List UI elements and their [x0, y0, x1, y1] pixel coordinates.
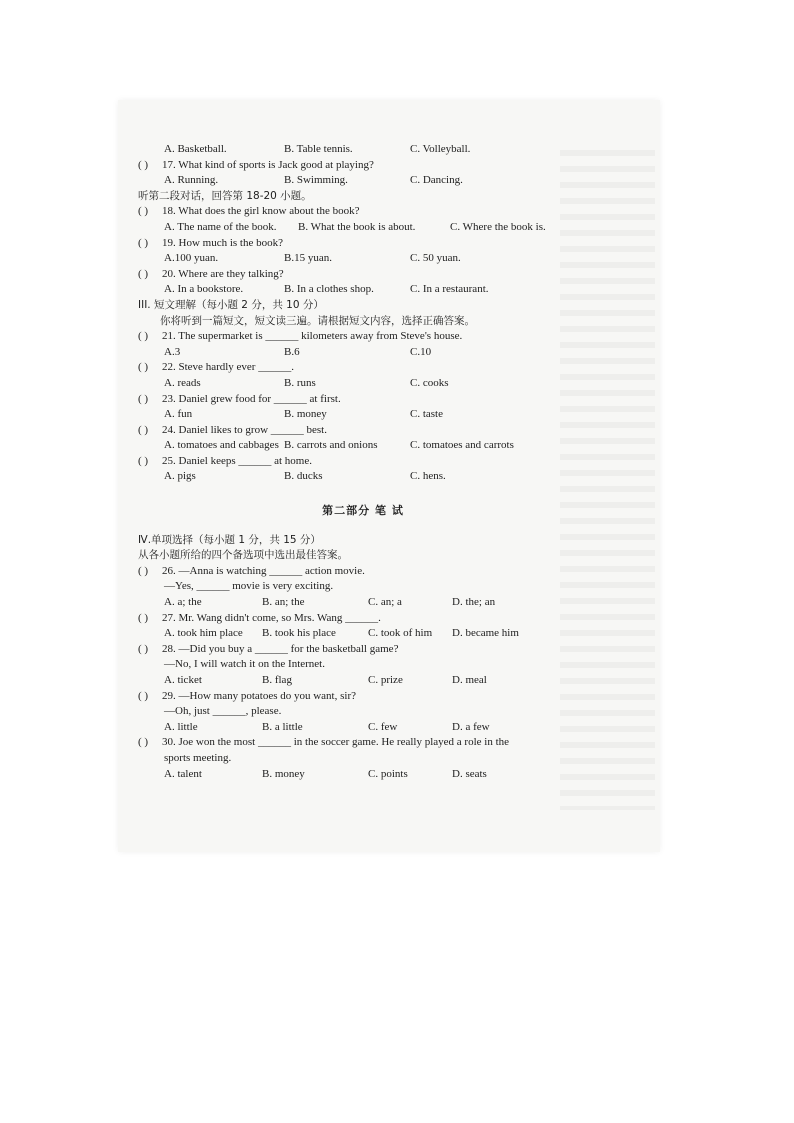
question-continuation: sports meeting.: [164, 751, 232, 764]
option-c: C. cooks: [410, 376, 449, 389]
option-c: C. few: [368, 720, 398, 733]
question-text: 29. —How many potatoes do you want, sir?: [162, 689, 356, 702]
question-text: 23. Daniel grew food for ______ at first.: [162, 392, 341, 405]
answer-blank[interactable]: ( ): [138, 361, 149, 374]
answer-blank[interactable]: ( ): [138, 236, 149, 249]
option-b: B. carrots and onions: [284, 439, 378, 452]
question-row: [138, 689, 588, 705]
section-instruction: 你将听到一篇短文，短文读三遍。请根据短文内容，选择正确答案。: [160, 314, 475, 327]
section-heading: Ⅳ.单项选择（每小题 1 分，共 15 分）: [138, 533, 321, 546]
answer-blank[interactable]: ( ): [138, 689, 149, 702]
option-a: A. talent: [164, 767, 202, 780]
option-c: C. Volleyball.: [410, 143, 471, 155]
part-heading: 第二部分 笔 试: [322, 504, 404, 518]
option-a: A. tomatoes and cabbages: [164, 439, 279, 452]
options-row: [138, 173, 588, 189]
options-row: [138, 767, 588, 783]
option-c: C. taste: [410, 408, 443, 421]
options-row: [138, 142, 588, 158]
question-row: [138, 423, 588, 439]
question-continuation: —Yes, ______ movie is very exciting.: [164, 580, 334, 593]
option-b: B. runs: [284, 376, 316, 389]
question-row: [138, 611, 588, 627]
question-text: 17. What kind of sports is Jack good at playing?: [162, 158, 374, 171]
question-text: 18. What does the girl know about the book?: [162, 205, 360, 218]
option-d: D. seats: [452, 767, 487, 780]
options-row: [138, 407, 588, 423]
option-b: B. money: [262, 767, 305, 780]
options-row: [138, 626, 588, 642]
option-a: A. a; the: [164, 596, 202, 609]
option-b: B. Swimming.: [284, 174, 348, 187]
option-a: A. reads: [164, 376, 201, 389]
option-d: D. meal: [452, 674, 487, 686]
option-c: C. Dancing.: [410, 174, 463, 187]
option-b: B. What the book is about.: [298, 220, 416, 233]
option-b: B.15 yuan.: [284, 252, 332, 265]
answer-blank[interactable]: ( ): [138, 642, 149, 655]
answer-blank[interactable]: ( ): [138, 392, 149, 405]
option-b: B. ducks: [284, 470, 323, 483]
question-row: [138, 564, 588, 580]
answer-blank[interactable]: ( ): [138, 158, 149, 171]
option-d: D. became him: [452, 627, 519, 640]
question-row: [138, 360, 588, 376]
option-b: B. In a clothes shop.: [284, 283, 374, 296]
question-row: [138, 267, 588, 283]
question-text: 22. Steve hardly ever ______.: [162, 361, 294, 374]
option-a: A.3: [164, 345, 181, 358]
answer-blank[interactable]: ( ): [138, 267, 149, 280]
options-row: [138, 376, 588, 392]
option-c: C. Where the book is.: [450, 220, 546, 233]
options-row: [138, 282, 588, 298]
question-text: 24. Daniel likes to grow ______ best.: [162, 423, 327, 436]
question-text: 26. —Anna is watching ______ action movie.: [162, 564, 365, 577]
instruction-text: 从各小题所给的四个备选项中选出最佳答案。: [138, 549, 348, 562]
option-b: B. Table tennis.: [284, 143, 353, 155]
option-a: A. fun: [164, 408, 193, 421]
question-text: 19. How much is the book?: [162, 236, 283, 249]
answer-blank[interactable]: ( ): [138, 423, 149, 436]
question-continuation: —No, I will watch it on the Internet.: [164, 658, 325, 671]
option-a: A. Running.: [164, 174, 219, 187]
option-a: A. The name of the book.: [164, 220, 277, 233]
question-row: [138, 735, 588, 751]
option-b: B. an; the: [262, 596, 305, 609]
exam-content: [138, 142, 588, 782]
options-row: [138, 251, 588, 267]
question-row: [138, 329, 588, 345]
option-b: B. money: [284, 408, 327, 421]
answer-blank[interactable]: ( ): [138, 454, 149, 467]
question-text: 28. —Did you buy a ______ for the basketball game?: [162, 642, 399, 655]
option-b: B. flag: [262, 674, 292, 686]
question-row: [138, 204, 588, 220]
options-row: [138, 720, 588, 736]
question-row: [138, 236, 588, 252]
options-row: [138, 469, 588, 485]
option-b: B.6: [284, 345, 300, 358]
option-b: B. took his place: [262, 627, 336, 640]
option-a: A. little: [164, 720, 198, 733]
option-a: A. ticket: [164, 674, 202, 686]
option-d: D. the; an: [452, 596, 496, 609]
question-text: 27. Mr. Wang didn't come, so Mrs. Wang ______.: [162, 611, 381, 624]
section-heading: III. 短文理解（每小题 2 分，共 10 分）: [138, 298, 324, 311]
option-c: C. 50 yuan.: [410, 252, 461, 265]
option-c: C. took of him: [368, 627, 433, 640]
option-b: B. a little: [262, 720, 303, 733]
option-c: C. an; a: [368, 596, 402, 609]
option-c: C. tomatoes and carrots: [410, 439, 514, 452]
question-row: [138, 454, 588, 470]
option-a: A. took him place: [164, 627, 243, 640]
question-row: [138, 642, 588, 658]
options-row: [138, 595, 588, 611]
question-row: [138, 392, 588, 408]
question-text: 20. Where are they talking?: [162, 267, 284, 280]
option-a: A. Basketball.: [164, 143, 227, 155]
options-row: [138, 220, 588, 236]
option-a: A. In a bookstore.: [164, 283, 244, 296]
answer-blank[interactable]: ( ): [138, 564, 149, 577]
options-row: [138, 345, 588, 361]
option-c: C. points: [368, 767, 408, 780]
answer-blank[interactable]: ( ): [138, 205, 149, 218]
option-c: C. In a restaurant.: [410, 283, 489, 296]
option-a: A.100 yuan.: [164, 252, 219, 265]
question-text: 25. Daniel keeps ______ at home.: [162, 454, 312, 467]
question-row: [138, 158, 588, 174]
option-d: D. a few: [452, 720, 490, 733]
options-row: [138, 438, 588, 454]
options-row: [138, 673, 588, 689]
answer-blank[interactable]: ( ): [138, 736, 149, 749]
question-text: 21. The supermarket is ______ kilometers away from Steve's house.: [162, 330, 463, 343]
option-a: A. pigs: [164, 470, 196, 483]
question-text: 30. Joe won the most ______ in the soccer game. He really played a role in the: [162, 736, 510, 749]
option-c: C.10: [410, 345, 432, 358]
answer-blank[interactable]: ( ): [138, 611, 149, 624]
question-continuation: —Oh, just ______, please.: [164, 705, 282, 718]
instruction-text: 听第二段对话，回答第 18-20 小题。: [138, 189, 312, 202]
option-c: C. hens.: [410, 470, 446, 483]
option-c: C. prize: [368, 674, 403, 686]
answer-blank[interactable]: ( ): [138, 330, 149, 343]
